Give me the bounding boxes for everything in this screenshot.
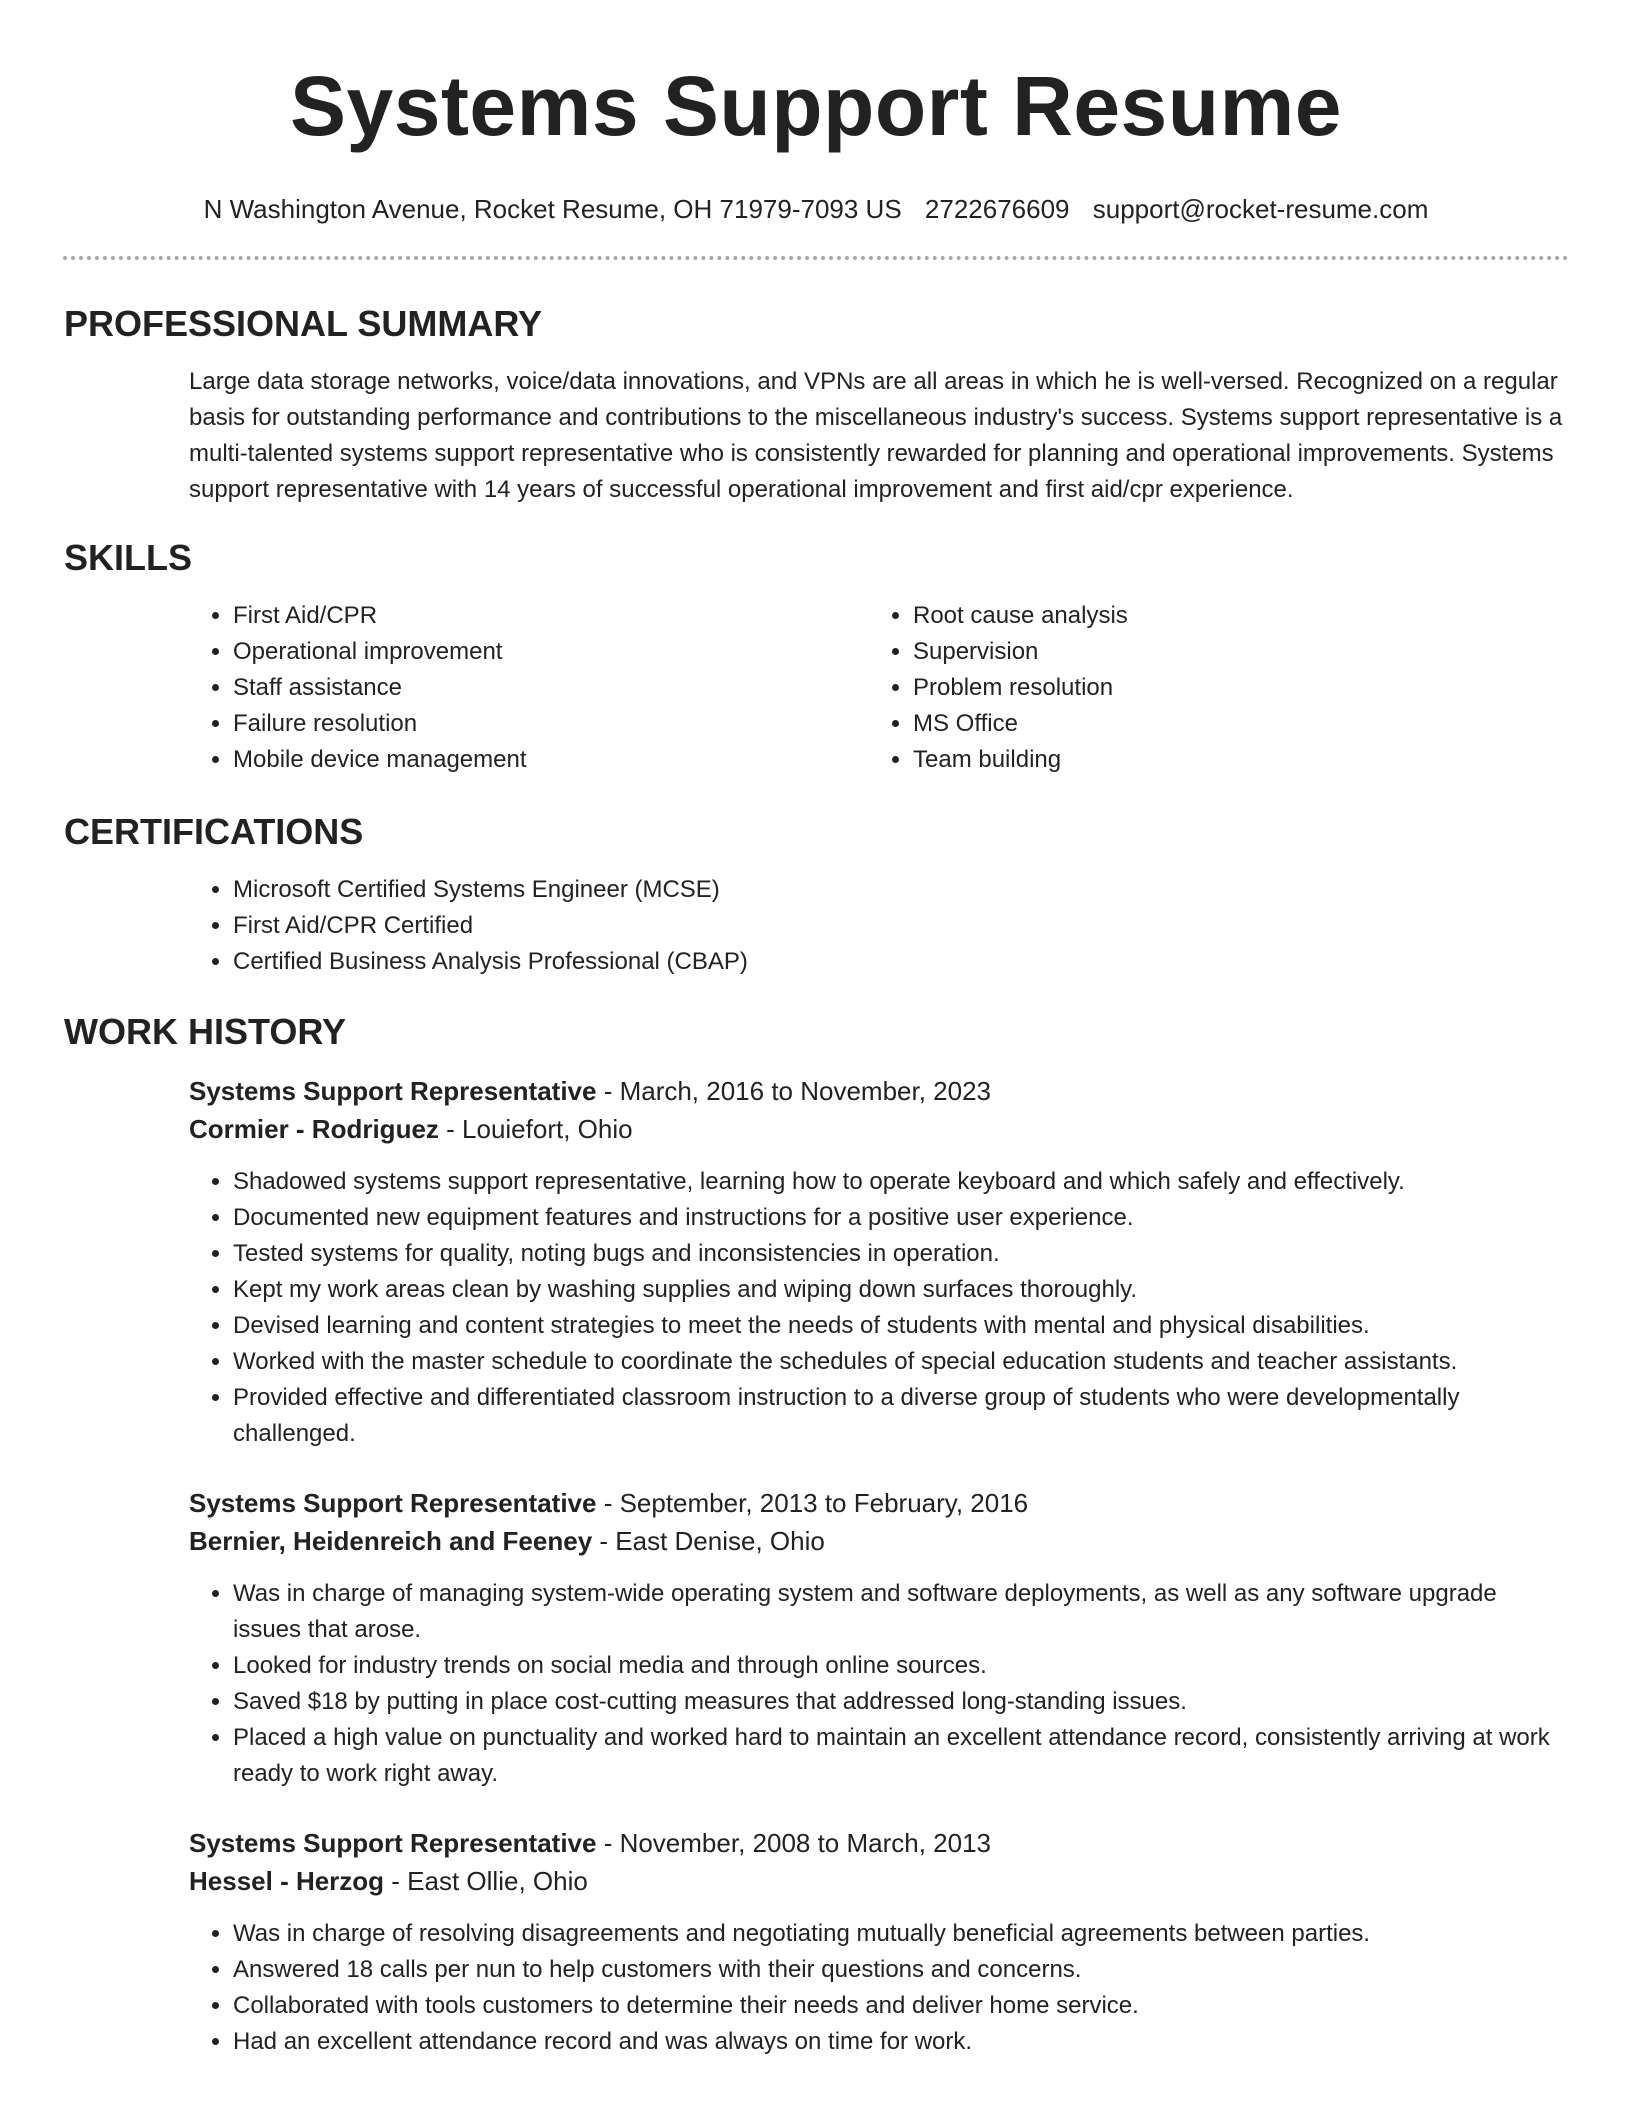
job-entry bbox=[189, 1072, 1568, 1452]
list-item: • Operational improvement bbox=[233, 634, 869, 670]
list-item: • First Aid/CPR bbox=[233, 598, 869, 634]
list-item: • Answered 18 calls per nun to help customers with their questions and concerns. bbox=[233, 1952, 1568, 1988]
skills-column-right bbox=[869, 598, 1549, 778]
list-item: • First Aid/CPR Certified bbox=[233, 908, 1568, 944]
job-location: - Louiefort, Ohio bbox=[438, 1114, 633, 1144]
certifications-heading: CERTIFICATIONS bbox=[64, 811, 364, 852]
summary-heading: PROFESSIONAL SUMMARY bbox=[64, 303, 543, 344]
list-item: • Shadowed systems support representative, learning how to operate keyboard and which safely and effectively. bbox=[233, 1164, 1568, 1200]
list-item: • Problem resolution bbox=[913, 670, 1549, 706]
job-bullets bbox=[189, 1164, 1568, 1452]
list-item: • Team building bbox=[913, 742, 1549, 778]
job-dates: - November, 2008 to March, 2013 bbox=[596, 1828, 992, 1858]
list-item: • Microsoft Certified Systems Engineer (MCSE) bbox=[233, 872, 1568, 908]
job-title-line bbox=[189, 1824, 1568, 1862]
work-history-section bbox=[64, 1010, 1568, 2060]
list-item: • Root cause analysis bbox=[913, 598, 1549, 634]
list-item: • Failure resolution bbox=[233, 706, 869, 742]
list-item: • Placed a high value on punctuality and worked hard to maintain an excellent attendance record, consistently arriving at work ready to work right away. bbox=[233, 1720, 1568, 1792]
job-bullets bbox=[189, 1916, 1568, 2060]
list-item: • Was in charge of managing system-wide operating system and software deployments, as well as any software upgrade issues that arose. bbox=[233, 1576, 1568, 1648]
job-company: Cormier - Rodriguez bbox=[189, 1114, 439, 1144]
job-role: Systems Support Representative bbox=[189, 1828, 597, 1858]
summary-text: Large data storage networks, voice/data innovations, and VPNs are all areas in which he is well-versed. Recognized on a regular basis for outstanding performance and contributions to the miscellaneous industry's success. Systems support representative is a multi-talented systems support representative who is consistently rewarded for planning and operational improvements. Systems support representative with 14 years of successful operational improvement and first aid/cpr experience. bbox=[189, 368, 1563, 503]
job-company-line bbox=[189, 1110, 1568, 1148]
list-item: • MS Office bbox=[913, 706, 1549, 742]
certifications-section bbox=[64, 810, 1568, 980]
job-bullets bbox=[189, 1576, 1568, 1792]
contact-email: support@rocket-resume.com bbox=[1092, 194, 1429, 224]
list-item: • Saved $18 by putting in place cost-cutting measures that addressed long-standing issues. bbox=[233, 1684, 1568, 1720]
resume-title: Systems Support Resume bbox=[290, 59, 1342, 153]
job-location: - East Ollie, Ohio bbox=[384, 1866, 588, 1896]
job-title-line bbox=[189, 1484, 1568, 1522]
list-item: • Devised learning and content strategies to meet the needs of students with mental and physical disabilities. bbox=[233, 1308, 1568, 1344]
certifications-body bbox=[189, 872, 1568, 980]
job-company-line bbox=[189, 1862, 1568, 1900]
job-dates: - March, 2016 to November, 2023 bbox=[596, 1076, 992, 1106]
list-item: • Collaborated with tools customers to determine their needs and deliver home service. bbox=[233, 1988, 1568, 2024]
list-item: • Certified Business Analysis Professional (CBAP) bbox=[233, 944, 1568, 980]
header-divider bbox=[63, 256, 1569, 260]
list-item: • Mobile device management bbox=[233, 742, 869, 778]
job-location: - East Denise, Ohio bbox=[592, 1526, 825, 1556]
list-item: • Staff assistance bbox=[233, 670, 869, 706]
list-item: • Tested systems for quality, noting bugs and inconsistencies in operation. bbox=[233, 1236, 1568, 1272]
contact-address: N Washington Avenue, Rocket Resume, OH 71979-7093 US bbox=[203, 194, 902, 224]
list-item: • Worked with the master schedule to coordinate the schedules of special education students and teacher assistants. bbox=[233, 1344, 1568, 1380]
list-item: • Kept my work areas clean by washing supplies and wiping down surfaces thoroughly. bbox=[233, 1272, 1568, 1308]
skills-grid bbox=[189, 598, 1568, 778]
skills-column-left bbox=[189, 598, 869, 778]
skills-heading: SKILLS bbox=[64, 537, 193, 578]
job-dates: - September, 2013 to February, 2016 bbox=[596, 1488, 1029, 1518]
skills-section bbox=[64, 536, 1568, 778]
contact-phone: 2722676609 bbox=[924, 194, 1070, 224]
job-entry bbox=[189, 1484, 1568, 1792]
list-item: • Documented new equipment features and instructions for a positive user experience. bbox=[233, 1200, 1568, 1236]
list-item: • Was in charge of resolving disagreements and negotiating mutually beneficial agreements between parties. bbox=[233, 1916, 1568, 1952]
job-role: Systems Support Representative bbox=[189, 1076, 597, 1106]
summary-section bbox=[64, 302, 1568, 508]
work-history-heading: WORK HISTORY bbox=[64, 1011, 347, 1052]
contact-line bbox=[0, 192, 1632, 226]
job-title-line bbox=[189, 1072, 1568, 1110]
job-role: Systems Support Representative bbox=[189, 1488, 597, 1518]
summary-body bbox=[189, 364, 1568, 508]
job-company: Bernier, Heidenreich and Feeney bbox=[189, 1526, 593, 1556]
job-company: Hessel - Herzog bbox=[189, 1866, 385, 1896]
list-item: • Looked for industry trends on social media and through online sources. bbox=[233, 1648, 1568, 1684]
list-item: • Provided effective and differentiated classroom instruction to a diverse group of students who were developmentally challenged. bbox=[233, 1380, 1568, 1452]
job-entry bbox=[189, 1824, 1568, 2060]
list-item: • Had an excellent attendance record and was always on time for work. bbox=[233, 2024, 1568, 2060]
job-company-line bbox=[189, 1522, 1568, 1560]
list-item: • Supervision bbox=[913, 634, 1549, 670]
